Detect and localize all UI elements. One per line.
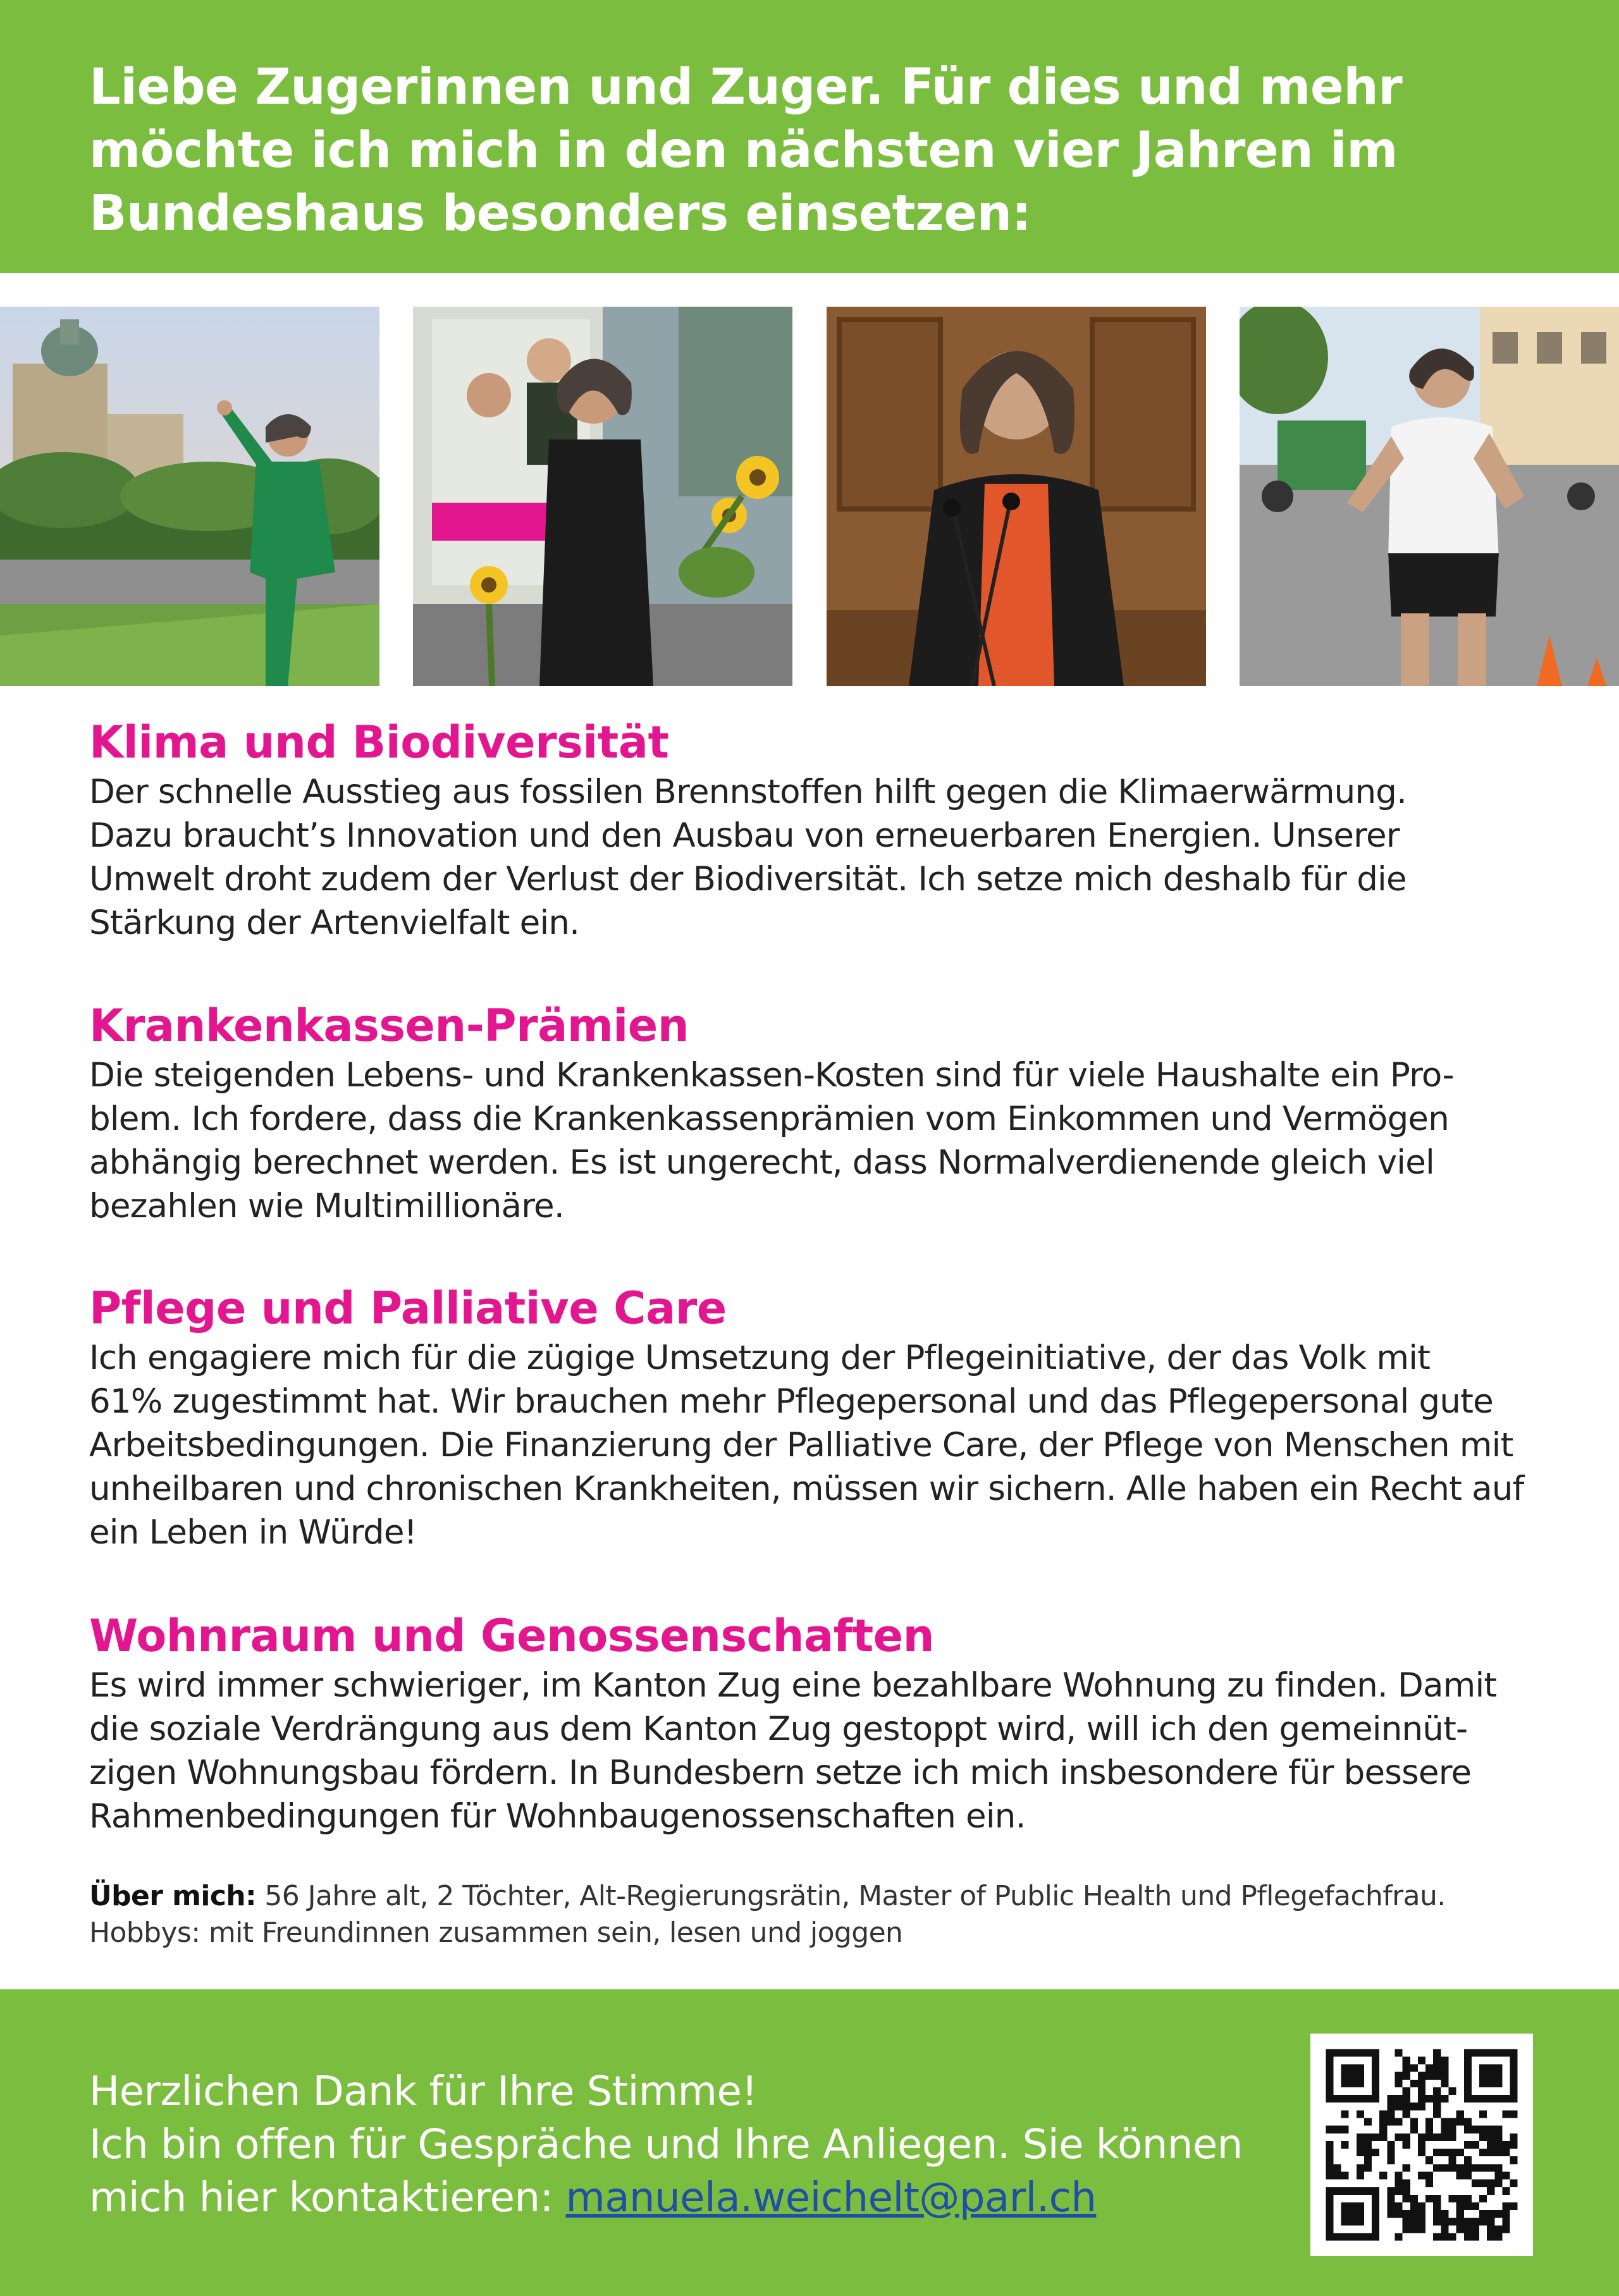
- section-text: Die steigenden Lebens- und Krankenkassen-Kosten sind für viele Haushalte ein Pro- blem. Ich fordere, dass die Krankenkassenprämien vom Einkommen und Vermögen abhängig berechnet werden. Es ist ungerecht, dass Normalverdienende gleich viel bezahlen wie Multimillionäre.: [89, 1056, 1454, 1225]
- about-label: Über mich:: [89, 1880, 257, 1912]
- photo-sunflowers-campaign-poster: [413, 307, 792, 686]
- section-heading: Krankenkassen-Prämien: [89, 1000, 689, 1052]
- qr-code-icon[interactable]: [1310, 2034, 1533, 2256]
- about-hobbies: Hobbys: mit Freundinnen zusammen sein, lesen und joggen: [89, 1917, 903, 1949]
- photo-parliament-speech: [827, 307, 1206, 686]
- footer-banner: [0, 1989, 1619, 2296]
- thanks-line: Herzlichen Dank für Ihre Stimme!: [89, 2068, 758, 2115]
- section-heading: Pflege und Palliative Care: [89, 1282, 727, 1334]
- about-me: [89, 1878, 1537, 1951]
- section-heading: Wohnraum und Genossenschaften: [89, 1610, 934, 1662]
- photo-strip: [0, 307, 1619, 686]
- about-text: 56 Jahre alt, 2 Töchter, Alt-Regierungsrätin, Master of Public Health und Pflegefachfrau.: [256, 1880, 1446, 1912]
- section-text: Es wird immer schwieriger, im Kanton Zug eine bezahlbare Wohnung zu finden. Damit die soziale Verdrängung aus dem Kanton Zug gestoppt wird, will ich den gemeinnüt- zigen Wohnungsbau fördern. In Bundesbern setze ich mich insbesondere für bessere Rahmenbedingungen für Wohnbaugenossenschaften ein.: [89, 1666, 1497, 1836]
- page-title: Liebe Zugerinnen und Zuger. Für dies und mehr möchte ich mich in den nächsten vier Jahren im Bundeshaus besonders einsetzen:: [89, 59, 1403, 242]
- section-text: Ich engagiere mich für die zügige Umsetzung der Pflegeinitiative, der das Volk mit 61% zugestimmt hat. Wir brauchen mehr Pflegepersonal und das Pflegepersonal gute Arbeitsbedingungen. Die Finanzierung der Palliative Care, der Pflege von Menschen mit unheilbaren und chronischen Krankheiten, müssen wir sichern. Alle haben ein Recht auf ein Leben in Würde!: [89, 1339, 1524, 1552]
- contact-line: Ich bin offen für Gespräche und Ihre Anliegen. Sie können: [89, 2121, 1243, 2168]
- email-link[interactable]: manuela.weichelt@parl.ch: [565, 2175, 1097, 2221]
- section-heading: Klima und Biodiversität: [89, 716, 669, 768]
- header-banner: [0, 0, 1619, 273]
- section-wohnraum: [89, 1608, 1496, 1838]
- footer-text: [89, 2065, 1259, 2225]
- section-klima: [89, 715, 1407, 945]
- photo-running-race: [1240, 307, 1619, 686]
- section-krankenkassen: [89, 998, 1454, 1228]
- section-text: Der schnelle Ausstieg aus fossilen Brennstoffen hilft gegen die Klimaerwärmung. Dazu braucht’s Innovation und den Ausbau von erneuerbaren Energien. Unserer Umwelt droht zudem der Verlust der Biodiversität. Ich setze mich deshalb für die Stärkung der Artenvielfalt ein.: [89, 773, 1407, 942]
- photo-bundeshaus-green-suit: [0, 307, 379, 686]
- contact-line-2: mich hier kontaktieren: manuela.weichelt@parl.ch: [89, 2175, 1097, 2221]
- section-pflege: [89, 1280, 1524, 1554]
